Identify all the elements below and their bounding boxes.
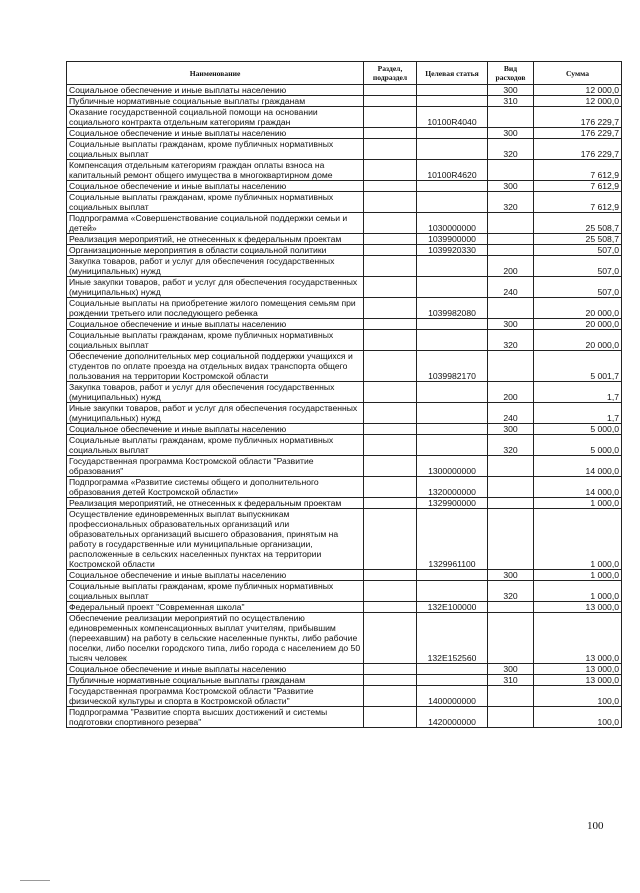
cell-kind: 240 [488, 403, 534, 424]
table-row [67, 456, 622, 477]
cell-name: Социальное обеспечение и иные выплаты населению [67, 424, 364, 435]
cell-kind: 300 [488, 664, 534, 675]
cell-name: Иные закупки товаров, работ и услуг для обеспечения государственных (муниципальных) нужд [67, 277, 364, 298]
cell-kind: 320 [488, 581, 534, 602]
cell-kind [488, 456, 534, 477]
page-number: 100 [587, 820, 604, 832]
cell-name: Социальные выплаты гражданам, кроме публичных нормативных социальных выплат [67, 435, 364, 456]
table-row [67, 382, 622, 403]
cell-kind: 300 [488, 181, 534, 192]
cell-kind [488, 298, 534, 319]
cell-target: 1030000000 [417, 213, 488, 234]
cell-target [417, 581, 488, 602]
cell-section [364, 581, 417, 602]
cell-section [364, 107, 417, 128]
table-row [67, 139, 622, 160]
header-target: Целевая статья [417, 62, 488, 85]
cell-target [417, 675, 488, 686]
cell-section [364, 613, 417, 664]
cell-name: Социальное обеспечение и иные выплаты населению [67, 570, 364, 581]
cell-sum: 25 508,7 [534, 213, 622, 234]
cell-name: Социальные выплаты гражданам, кроме публичных нормативных социальных выплат [67, 192, 364, 213]
cell-kind [488, 707, 534, 728]
cell-target: 1039920330 [417, 245, 488, 256]
cell-sum: 7 612,9 [534, 192, 622, 213]
table-row [67, 477, 622, 498]
cell-section [364, 298, 417, 319]
cell-section [364, 403, 417, 424]
cell-target: 1039982080 [417, 298, 488, 319]
cell-sum: 1 000,0 [534, 498, 622, 509]
cell-name: Оказание государственной социальной помощи на основании социального контракта отдельным категориям граждан [67, 107, 364, 128]
cell-name: Организационные мероприятия в области социальной политики [67, 245, 364, 256]
cell-target: 1320000000 [417, 477, 488, 498]
cell-section [364, 277, 417, 298]
table-row [67, 234, 622, 245]
cell-kind: 300 [488, 85, 534, 96]
cell-name: Федеральный проект "Современная школа" [67, 602, 364, 613]
cell-section [364, 382, 417, 403]
cell-kind: 300 [488, 319, 534, 330]
header-name: Наименование [67, 62, 364, 85]
cell-name: Компенсация отдельным категориям граждан оплаты взноса на капитальный ремонт общего имущества в многоквартирном доме [67, 160, 364, 181]
cell-section [364, 192, 417, 213]
cell-section [364, 570, 417, 581]
cell-sum: 176 229,7 [534, 128, 622, 139]
cell-kind [488, 686, 534, 707]
cell-sum: 7 612,9 [534, 181, 622, 192]
cell-target: 1039982170 [417, 351, 488, 382]
table-row [67, 245, 622, 256]
cell-sum: 13 000,0 [534, 602, 622, 613]
table-row [67, 664, 622, 675]
table-row [67, 581, 622, 602]
cell-sum: 20 000,0 [534, 298, 622, 319]
cell-name: Обеспечение реализации мероприятий по осуществлению единовременных компенсационных выплат учителям, прибывшим (переехавшим) на работу в сельские населенные пункты, либо рабочие поселки, либо поселки городского типа, либо города с населением до 50 тысяч человек [67, 613, 364, 664]
table-row [67, 85, 622, 96]
cell-kind: 320 [488, 435, 534, 456]
cell-kind: 300 [488, 128, 534, 139]
cell-name: Публичные нормативные социальные выплаты гражданам [67, 675, 364, 686]
cell-kind [488, 509, 534, 570]
cell-kind: 320 [488, 139, 534, 160]
cell-kind: 320 [488, 192, 534, 213]
cell-section [364, 435, 417, 456]
cell-sum: 1 000,0 [534, 509, 622, 570]
cell-kind [488, 234, 534, 245]
cell-section [364, 96, 417, 107]
cell-kind [488, 498, 534, 509]
cell-name: Подпрограмма «Совершенствование социальной поддержки семьи и детей» [67, 213, 364, 234]
table-row [67, 403, 622, 424]
cell-section [364, 477, 417, 498]
cell-sum: 14 000,0 [534, 456, 622, 477]
table-row [67, 213, 622, 234]
cell-name: Социальные выплаты на приобретение жилого помещения семьям при рождении третьего или последующего ребенка [67, 298, 364, 319]
table-row [67, 686, 622, 707]
cell-name: Социальное обеспечение и иные выплаты населению [67, 85, 364, 96]
cell-section [364, 456, 417, 477]
cell-target [417, 424, 488, 435]
cell-target [417, 330, 488, 351]
cell-target: 1039900000 [417, 234, 488, 245]
cell-target [417, 319, 488, 330]
table-row [67, 107, 622, 128]
table-row [67, 96, 622, 107]
cell-name: Государственная программа Костромской области "Развитие образования" [67, 456, 364, 477]
cell-sum: 13 000,0 [534, 675, 622, 686]
cell-sum: 5 000,0 [534, 424, 622, 435]
cell-section [364, 707, 417, 728]
cell-name: Реализация мероприятий, не отнесенных к федеральным проектам [67, 498, 364, 509]
cell-target: 1400000000 [417, 686, 488, 707]
cell-sum: 12 000,0 [534, 96, 622, 107]
cell-target [417, 256, 488, 277]
cell-sum: 13 000,0 [534, 613, 622, 664]
cell-target [417, 664, 488, 675]
cell-section [364, 319, 417, 330]
cell-sum: 20 000,0 [534, 330, 622, 351]
cell-section [364, 160, 417, 181]
table-row [67, 298, 622, 319]
cell-sum: 507,0 [534, 245, 622, 256]
cell-target [417, 192, 488, 213]
cell-name: Государственная программа Костромской области "Развитие физической культуры и спорта в Костромской области" [67, 686, 364, 707]
cell-target [417, 570, 488, 581]
cell-name: Социальные выплаты гражданам, кроме публичных нормативных социальных выплат [67, 581, 364, 602]
cell-name: Социальное обеспечение и иные выплаты населению [67, 319, 364, 330]
cell-target: 10100R4040 [417, 107, 488, 128]
cell-sum: 176 229,7 [534, 139, 622, 160]
cell-section [364, 424, 417, 435]
cell-name: Социальное обеспечение и иные выплаты населению [67, 128, 364, 139]
cell-target [417, 277, 488, 298]
cell-target: 1329900000 [417, 498, 488, 509]
cell-target: 132E152560 [417, 613, 488, 664]
cell-name: Подпрограмма "Развитие спорта высших достижений и системы подготовки спортивного резерва" [67, 707, 364, 728]
cell-sum: 1 000,0 [534, 581, 622, 602]
cell-kind: 320 [488, 330, 534, 351]
cell-name: Подпрограмма «Развитие системы общего и дополнительного образования детей Костромской области» [67, 477, 364, 498]
table-row [67, 498, 622, 509]
cell-section [364, 602, 417, 613]
table-row [67, 330, 622, 351]
cell-name: Иные закупки товаров, работ и услуг для обеспечения государственных (муниципальных) нужд [67, 403, 364, 424]
cell-target: 1329961100 [417, 509, 488, 570]
cell-name: Социальные выплаты гражданам, кроме публичных нормативных социальных выплат [67, 330, 364, 351]
table-row [67, 570, 622, 581]
footer-divider [20, 880, 50, 881]
cell-sum: 507,0 [534, 277, 622, 298]
cell-sum: 1,7 [534, 403, 622, 424]
cell-section [364, 256, 417, 277]
table-row [67, 675, 622, 686]
cell-section [364, 85, 417, 96]
cell-kind: 240 [488, 277, 534, 298]
cell-kind: 200 [488, 382, 534, 403]
cell-kind [488, 107, 534, 128]
cell-section [364, 675, 417, 686]
cell-sum: 176 229,7 [534, 107, 622, 128]
cell-target [417, 181, 488, 192]
cell-name: Реализация мероприятий, не отнесенных к федеральным проектам [67, 234, 364, 245]
cell-sum: 507,0 [534, 256, 622, 277]
header-sum: Сумма [534, 62, 622, 85]
cell-target [417, 403, 488, 424]
cell-target: 1300000000 [417, 456, 488, 477]
cell-name: Осуществление единовременных выплат выпускникам профессиональных образовательных организаций или образовательных организаций высшего образования, принятым на работу в государственные или муниципальные организации, расположенные в сельских населенных пунктах на территории Костромской области [67, 509, 364, 570]
cell-kind [488, 613, 534, 664]
cell-kind: 310 [488, 96, 534, 107]
cell-sum: 20 000,0 [534, 319, 622, 330]
cell-sum: 13 000,0 [534, 664, 622, 675]
table-row [67, 707, 622, 728]
table-row [67, 613, 622, 664]
cell-section [364, 664, 417, 675]
cell-sum: 1,7 [534, 382, 622, 403]
table-row [67, 160, 622, 181]
table-body [67, 85, 622, 728]
cell-sum: 25 508,7 [534, 234, 622, 245]
table-row [67, 277, 622, 298]
table-row [67, 319, 622, 330]
table-row [67, 128, 622, 139]
cell-target: 1420000000 [417, 707, 488, 728]
cell-target [417, 435, 488, 456]
cell-section [364, 686, 417, 707]
cell-name: Социальное обеспечение и иные выплаты населению [67, 181, 364, 192]
cell-target: 132E100000 [417, 602, 488, 613]
cell-name: Закупка товаров, работ и услуг для обеспечения государственных (муниципальных) нужд [67, 382, 364, 403]
table-row [67, 256, 622, 277]
cell-target [417, 139, 488, 160]
header-section: Раздел, подраздел [364, 62, 417, 85]
cell-name: Публичные нормативные социальные выплаты гражданам [67, 96, 364, 107]
cell-kind: 300 [488, 424, 534, 435]
cell-sum: 14 000,0 [534, 477, 622, 498]
cell-kind: 310 [488, 675, 534, 686]
cell-kind: 300 [488, 570, 534, 581]
cell-target [417, 382, 488, 403]
cell-section [364, 213, 417, 234]
cell-name: Социальные выплаты гражданам, кроме публичных нормативных социальных выплат [67, 139, 364, 160]
cell-section [364, 509, 417, 570]
cell-target [417, 96, 488, 107]
cell-sum: 100,0 [534, 686, 622, 707]
cell-sum: 100,0 [534, 707, 622, 728]
cell-kind: 200 [488, 256, 534, 277]
cell-sum: 5 000,0 [534, 435, 622, 456]
header-kind: Вид расходов [488, 62, 534, 85]
cell-target [417, 85, 488, 96]
cell-kind [488, 351, 534, 382]
cell-name: Закупка товаров, работ и услуг для обеспечения государственных (муниципальных) нужд [67, 256, 364, 277]
cell-sum: 1 000,0 [534, 570, 622, 581]
table-row [67, 602, 622, 613]
table-row [67, 181, 622, 192]
cell-kind [488, 213, 534, 234]
cell-section [364, 498, 417, 509]
cell-name: Обеспечение дополнительных мер социальной поддержки учащихся и студентов по оплате проезда на отдельных видах транспорта общего пользования на территории Костромской области [67, 351, 364, 382]
cell-target [417, 128, 488, 139]
cell-section [364, 245, 417, 256]
cell-sum: 5 001,7 [534, 351, 622, 382]
cell-kind [488, 602, 534, 613]
table-row [67, 424, 622, 435]
cell-section [364, 139, 417, 160]
cell-target: 10100R4620 [417, 160, 488, 181]
budget-table [66, 61, 622, 728]
table-row [67, 509, 622, 570]
table-row [67, 192, 622, 213]
cell-kind [488, 160, 534, 181]
cell-kind [488, 477, 534, 498]
cell-section [364, 181, 417, 192]
table-row [67, 351, 622, 382]
cell-section [364, 351, 417, 382]
cell-kind [488, 245, 534, 256]
cell-sum: 7 612,9 [534, 160, 622, 181]
table-row [67, 435, 622, 456]
cell-section [364, 128, 417, 139]
table-header-row [67, 62, 622, 85]
cell-section [364, 330, 417, 351]
cell-name: Социальное обеспечение и иные выплаты населению [67, 664, 364, 675]
cell-sum: 12 000,0 [534, 85, 622, 96]
cell-section [364, 234, 417, 245]
